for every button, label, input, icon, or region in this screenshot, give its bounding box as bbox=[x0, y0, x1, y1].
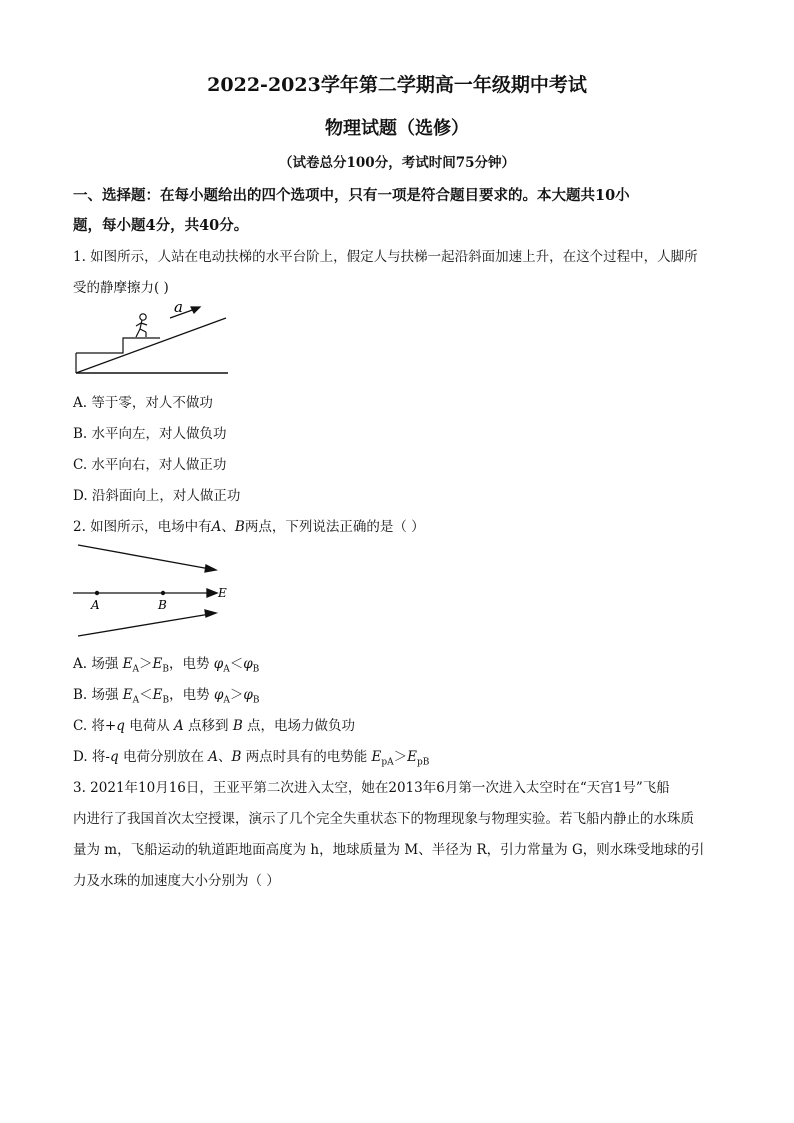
q1-option-d[interactable]: D. 沿斜面向上，对人做正功 bbox=[73, 488, 241, 504]
point-b bbox=[161, 591, 165, 595]
section-heading-line1: 一、选择题：在每小题给出的四个选项中，只有一项是符合题目要求的。本大题共10小 bbox=[73, 187, 630, 204]
electric-field-figure bbox=[70, 538, 240, 642]
point-a bbox=[95, 591, 99, 595]
q2-option-b[interactable]: B. 场强 $E_A<E_B$，电势 $\varphi_A>\varphi_B$ bbox=[73, 687, 260, 706]
section-heading-line2: 题，每小题4分，共40分。 bbox=[73, 217, 249, 234]
exam-note: （试卷总分100分，考试时间75分钟） bbox=[279, 155, 515, 171]
q1-option-a[interactable]: A. 等于零，对人不做功 bbox=[73, 395, 213, 411]
q2-option-c[interactable]: C. 将+q 电荷从 A 点移到 B 点，电场力做负功 bbox=[73, 718, 356, 734]
escalator-figure bbox=[70, 298, 240, 380]
acceleration-label: a bbox=[174, 298, 183, 316]
q1-option-c[interactable]: C. 水平向右，对人做正功 bbox=[73, 457, 227, 473]
point-b-label: B bbox=[158, 598, 167, 612]
q3-stem-line2: 内进行了我国首次太空授课，演示了几个完全失重状态下的物理现象与物理实验。若飞船内静止的水珠质 bbox=[73, 811, 694, 827]
q1-stem-line2: 受的静摩擦力( ) bbox=[73, 280, 169, 296]
q3-stem-line4: 力及水珠的加速度大小分别为（ ） bbox=[73, 873, 280, 889]
exam-subtitle: 物理试题（选修） bbox=[325, 118, 469, 139]
field-label: E bbox=[218, 586, 227, 600]
person-icon bbox=[136, 314, 147, 337]
q3-stem-line3: 量为 m，飞船运动的轨道距地面高度为 h，地球质量为 M、半径为 R，引力常量为 G，则水珠受地球的引 bbox=[73, 842, 705, 858]
q2-option-a[interactable]: A. 场强 $E_A>E_B$，电势 $\varphi_A<\varphi_B$ bbox=[73, 656, 260, 675]
exam-title: 2022-2023学年第二学期高一年级期中考试 bbox=[207, 74, 587, 96]
q1-stem-line1: 1. 如图所示，人站在电动扶梯的水平台阶上，假定人与扶梯一起沿斜面加速上升，在这个过程中，人脚所 bbox=[73, 249, 698, 265]
q3-stem-line1: 3. 2021年10月16日，王亚平第二次进入太空，她在2013年6月第一次进入太空时在“天宫1号”飞船 bbox=[73, 780, 670, 796]
point-a-label: A bbox=[91, 598, 100, 612]
q2-option-d[interactable]: D. 将-q 电荷分别放在 A、B 两点时具有的电势能 $E_{pA}>E_{pB}$ bbox=[73, 749, 430, 768]
q2-stem: 2. 如图所示，电场中有A、B两点，下列说法正确的是（ ） bbox=[73, 519, 425, 535]
q1-option-b[interactable]: B. 水平向左，对人做负功 bbox=[73, 426, 227, 442]
